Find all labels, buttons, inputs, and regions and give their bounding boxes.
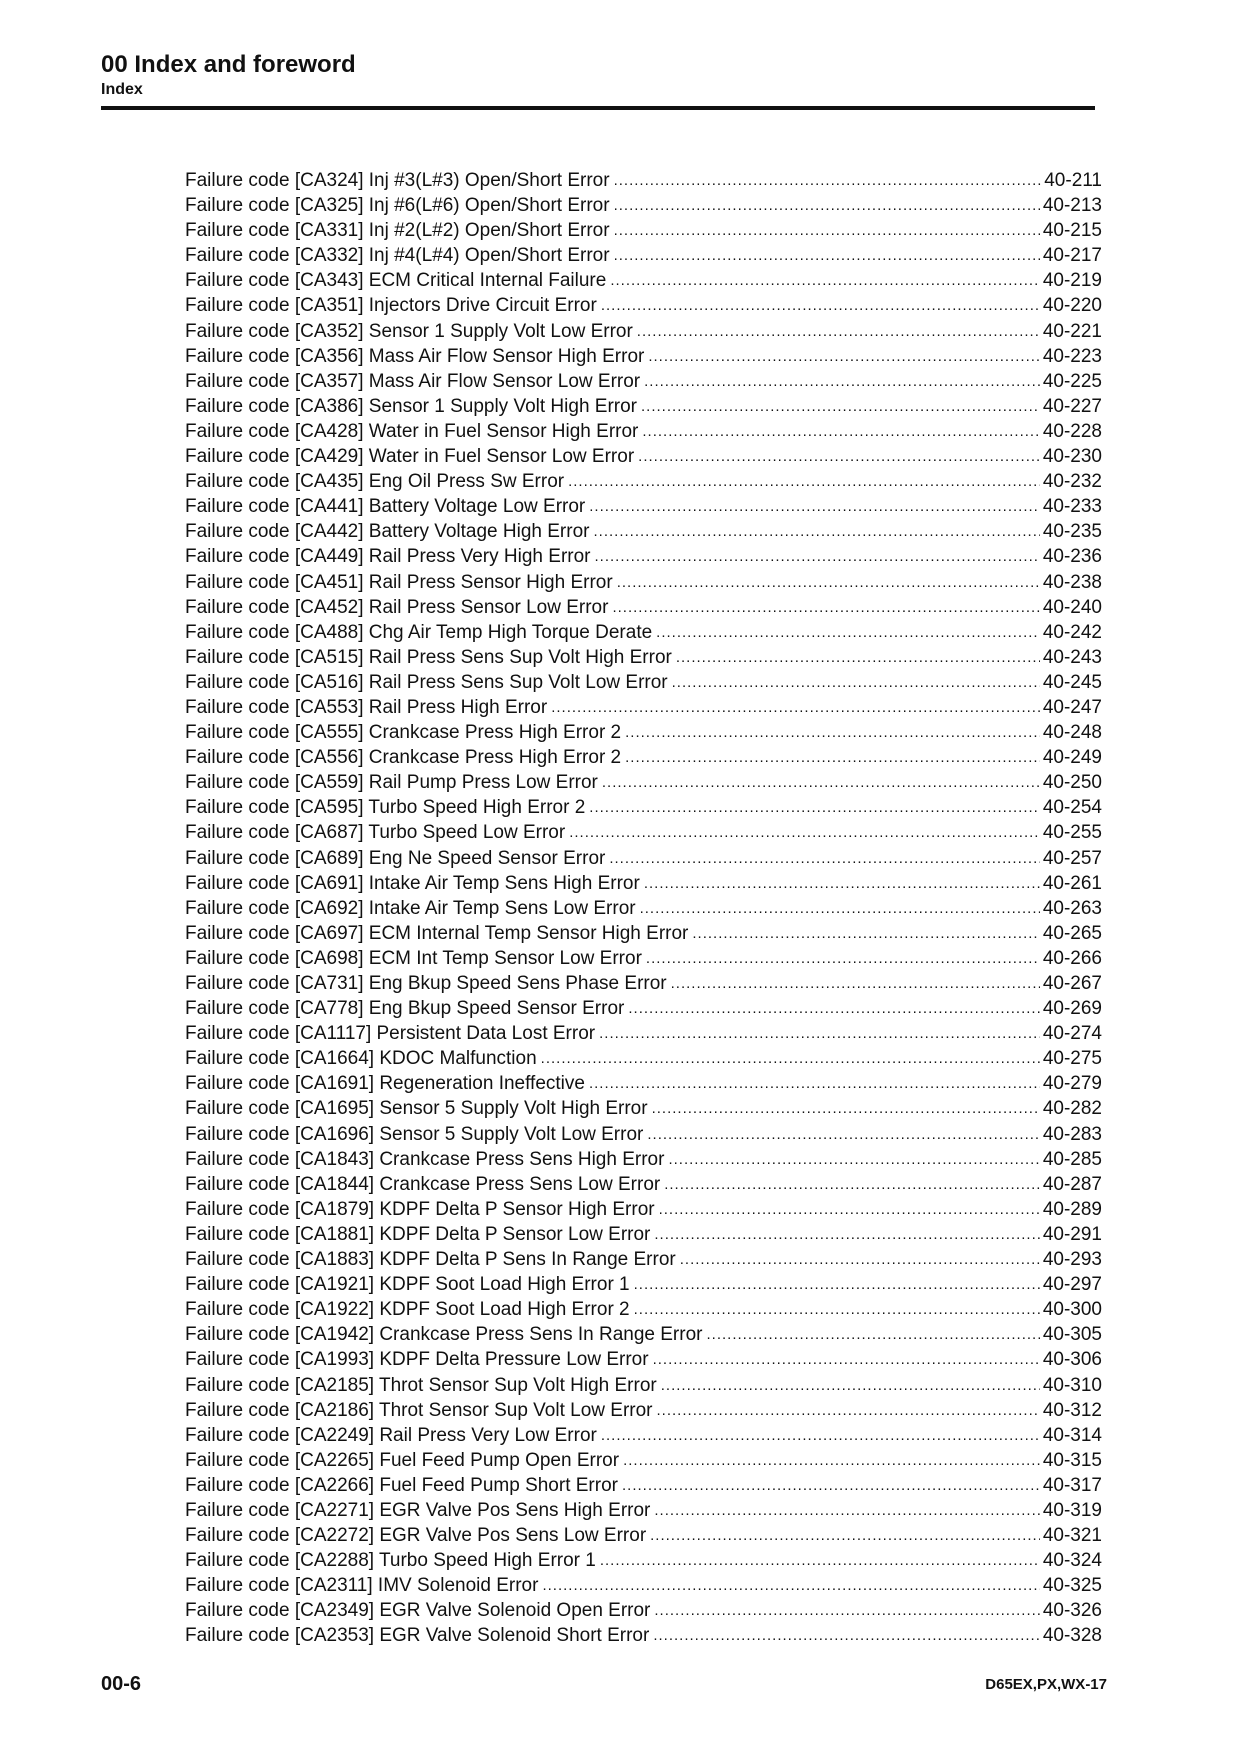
index-entry[interactable]	[185, 1573, 1102, 1598]
index-entry-label: Failure code [CA2353] EGR Valve Solenoid Short Error	[185, 1625, 650, 1647]
dot-leader	[644, 870, 1040, 896]
dot-leader	[609, 845, 1039, 871]
index-entry[interactable]	[185, 921, 1102, 946]
index-entry-page: 40-279	[1042, 1073, 1102, 1095]
index-entry-page: 40-230	[1042, 446, 1102, 468]
section-title: Index	[101, 81, 143, 98]
index-entry-page: 40-266	[1042, 947, 1102, 969]
dot-leader	[648, 343, 1039, 369]
dot-leader	[656, 619, 1040, 645]
index-entry[interactable]	[185, 946, 1102, 971]
dot-leader	[652, 1095, 1040, 1121]
index-entry-page: 40-245	[1042, 671, 1102, 693]
index-entry-page: 40-310	[1042, 1374, 1102, 1396]
index-entry[interactable]	[185, 971, 1102, 996]
index-entry[interactable]	[185, 595, 1102, 620]
index-entry-label: Failure code [CA1843] Crankcase Press Sens High Error	[185, 1148, 665, 1170]
dot-leader	[654, 1597, 1039, 1623]
index-entry-label: Failure code [CA1921] KDPF Soot Load High Error 1	[185, 1274, 630, 1296]
index-entry[interactable]	[185, 1021, 1102, 1046]
index-entry[interactable]	[185, 1272, 1102, 1297]
index-entry[interactable]	[185, 1247, 1102, 1272]
dot-leader	[634, 1271, 1040, 1297]
index-entry-page: 40-283	[1042, 1123, 1102, 1145]
dot-leader	[680, 1246, 1040, 1272]
dot-leader	[706, 1321, 1039, 1347]
index-entry-label: Failure code [CA559] Rail Pump Press Low Error	[185, 772, 598, 794]
index-entry-page: 40-274	[1042, 1023, 1102, 1045]
index-entry-label: Failure code [CA1695] Sensor 5 Supply Volt High Error	[185, 1098, 648, 1120]
index-entry[interactable]	[185, 544, 1102, 569]
index-entry[interactable]	[185, 344, 1102, 369]
index-entry-page: 40-255	[1042, 822, 1102, 844]
dot-leader	[657, 1397, 1040, 1423]
index-entry-page: 40-221	[1042, 320, 1102, 342]
index-entry-label: Failure code [CA1117] Persistent Data Lost Error	[185, 1023, 596, 1045]
index-entry-page: 40-247	[1042, 696, 1102, 718]
index-entry-label: Failure code [CA731] Eng Bkup Speed Sens Phase Error	[185, 973, 667, 994]
dot-leader	[661, 1372, 1040, 1398]
dot-leader	[653, 1622, 1040, 1648]
dot-leader	[589, 794, 1040, 820]
index-entry-label: Failure code [CA691] Intake Air Temp Sens High Error	[185, 872, 640, 894]
dot-leader	[589, 1070, 1040, 1096]
index-entry-page: 40-228	[1042, 420, 1102, 442]
dot-leader	[622, 1472, 1040, 1498]
index-entry-page: 40-267	[1042, 973, 1102, 994]
index-entry-label: Failure code [CA555] Crankcase Press High Error 2	[185, 722, 622, 744]
index-entry-label: Failure code [CA556] Crankcase Press High Error 2	[185, 747, 622, 769]
dot-leader	[671, 970, 1040, 996]
index-entry-label: Failure code [CA1881] KDPF Delta P Sensor Low Error	[185, 1223, 651, 1245]
index-entry-label: Failure code [CA357] Mass Air Flow Sensor Low Error	[185, 370, 641, 392]
dot-leader	[653, 1346, 1040, 1372]
dot-leader	[628, 995, 1039, 1021]
index-entry-label: Failure code [CA442] Battery Voltage High Error	[185, 521, 590, 543]
index-entry-page: 40-257	[1042, 847, 1102, 869]
index-entry-page: 40-254	[1042, 797, 1102, 819]
index-entry-label: Failure code [CA1942] Crankcase Press Sens In Range Error	[185, 1324, 703, 1346]
index-entry-label: Failure code [CA428] Water in Fuel Sensor High Error	[185, 420, 639, 442]
index-entry[interactable]	[185, 519, 1102, 544]
index-entry-label: Failure code [CA2288] Turbo Speed High Error 1	[185, 1550, 596, 1572]
index-entry[interactable]	[185, 444, 1102, 469]
index-entry-page: 40-265	[1042, 922, 1102, 944]
index-entry[interactable]	[185, 1347, 1102, 1372]
index-entry[interactable]	[185, 1071, 1102, 1096]
dot-leader	[589, 493, 1040, 519]
index-entry-page: 40-240	[1042, 596, 1102, 618]
index-entry-page: 40-220	[1042, 295, 1102, 317]
index-entry-label: Failure code [CA2271] EGR Valve Pos Sens High Error	[185, 1499, 651, 1521]
index-entry-page: 40-233	[1042, 496, 1102, 518]
dot-leader	[625, 744, 1040, 770]
model-name: D65EX,PX,WX-17	[985, 1676, 1107, 1693]
index-entry-label: Failure code [CA1691] Regeneration Ineffective	[185, 1073, 585, 1095]
index-entry-label: Failure code [CA356] Mass Air Flow Sensor High Error	[185, 345, 645, 367]
index-entry[interactable]	[185, 293, 1102, 318]
dot-leader	[593, 518, 1039, 544]
index-entry[interactable]	[185, 1147, 1102, 1172]
index-entry-page: 40-269	[1042, 998, 1102, 1020]
index-entry-page: 40-249	[1042, 747, 1102, 769]
index-entry[interactable]	[185, 1498, 1102, 1523]
index-entry-label: Failure code [CA1696] Sensor 5 Supply Volt Low Error	[185, 1123, 644, 1145]
index-entry[interactable]	[185, 871, 1102, 896]
dot-leader	[610, 267, 1039, 293]
index-entry-label: Failure code [CA595] Turbo Speed High Error 2	[185, 797, 586, 819]
dot-leader	[672, 669, 1040, 695]
index-entry-page: 40-219	[1042, 270, 1102, 292]
index-entry[interactable]	[185, 369, 1102, 394]
index-entry[interactable]	[185, 1548, 1102, 1573]
dot-leader	[602, 769, 1040, 795]
dot-leader	[600, 1547, 1040, 1573]
index-entry-page: 40-227	[1042, 395, 1102, 417]
index-entry-label: Failure code [CA2349] EGR Valve Solenoid Open Error	[185, 1600, 651, 1622]
index-entry[interactable]	[185, 770, 1102, 795]
index-entry-page: 40-291	[1042, 1223, 1102, 1245]
dot-leader	[614, 192, 1040, 218]
index-entry-label: Failure code [CA2266] Fuel Feed Pump Short Error	[185, 1474, 618, 1496]
index-entry-page: 40-324	[1042, 1550, 1102, 1572]
index-entry[interactable]	[185, 846, 1102, 871]
index-entry[interactable]	[185, 695, 1102, 720]
dot-leader	[601, 1422, 1040, 1448]
index-entry-label: Failure code [CA697] ECM Internal Temp Sensor High Error	[185, 922, 689, 944]
dot-leader	[634, 1296, 1040, 1322]
index-entry[interactable]	[185, 243, 1102, 268]
index-entry[interactable]	[185, 820, 1102, 845]
index-entry-label: Failure code [CA1883] KDPF Delta P Sens In Range Error	[185, 1249, 676, 1271]
index-entry[interactable]	[185, 1623, 1102, 1648]
dot-leader	[647, 1121, 1039, 1147]
index-entry[interactable]	[185, 996, 1102, 1021]
dot-leader	[638, 443, 1040, 469]
index-entry[interactable]	[185, 1448, 1102, 1473]
index-entry-page: 40-285	[1042, 1148, 1102, 1170]
index-entry-page: 40-317	[1042, 1474, 1102, 1496]
index-entry[interactable]	[185, 494, 1102, 519]
index-entry-page: 40-242	[1042, 621, 1102, 643]
index-entry[interactable]	[185, 670, 1102, 695]
index-entry-page: 40-248	[1042, 722, 1102, 744]
index-entry[interactable]	[185, 193, 1102, 218]
index-entry[interactable]	[185, 745, 1102, 770]
index-entry[interactable]	[185, 1398, 1102, 1423]
index-entry-label: Failure code [CA452] Rail Press Sensor Low Error	[185, 596, 609, 618]
index-entry-page: 40-305	[1042, 1324, 1102, 1346]
index-entry[interactable]	[185, 1322, 1102, 1347]
index-entry[interactable]	[185, 1046, 1102, 1071]
index-entry[interactable]	[185, 1373, 1102, 1398]
index-entry-page: 40-325	[1042, 1575, 1102, 1597]
index-entry-label: Failure code [CA441] Battery Voltage Low Error	[185, 496, 586, 518]
index-entry-label: Failure code [CA2186] Throt Sensor Sup Volt Low Error	[185, 1399, 653, 1421]
dot-leader	[625, 719, 1040, 745]
index-entry-label: Failure code [CA325] Inj #6(L#6) Open/Short Error	[185, 195, 610, 217]
chapter-title: 00 Index and foreword	[101, 51, 356, 78]
dot-leader	[551, 694, 1040, 720]
index-entry-label: Failure code [CA1664] KDOC Malfunction	[185, 1048, 537, 1070]
index-entry-page: 40-306	[1042, 1349, 1102, 1371]
dot-leader	[601, 292, 1040, 318]
index-entry-page: 40-223	[1042, 345, 1102, 367]
index-entry[interactable]	[185, 1598, 1102, 1623]
dot-leader	[644, 368, 1040, 394]
index-entry[interactable]	[185, 319, 1102, 344]
index-entry-page: 40-225	[1042, 370, 1102, 392]
index-entry-page: 40-250	[1042, 772, 1102, 794]
dot-leader	[569, 819, 1040, 845]
dot-leader	[612, 594, 1039, 620]
dot-leader	[650, 1522, 1040, 1548]
index-entry-label: Failure code [CA449] Rail Press Very High Error	[185, 546, 591, 568]
dot-leader	[637, 318, 1040, 344]
index-entry-page: 40-275	[1042, 1048, 1102, 1070]
index-entry-page: 40-261	[1042, 872, 1102, 894]
index-entry-label: Failure code [CA689] Eng Ne Speed Sensor Error	[185, 847, 606, 869]
index-entry-page: 40-236	[1042, 546, 1102, 568]
index-entry-label: Failure code [CA516] Rail Press Sens Sup Volt Low Error	[185, 671, 668, 693]
index-entry-page: 40-238	[1042, 571, 1102, 593]
index-entry[interactable]	[185, 620, 1102, 645]
index-entry-page: 40-297	[1042, 1274, 1102, 1296]
index-entry[interactable]	[185, 1122, 1102, 1147]
dot-leader	[599, 1020, 1040, 1046]
index-entry[interactable]	[185, 268, 1102, 293]
index-entry-label: Failure code [CA386] Sensor 1 Supply Volt High Error	[185, 395, 638, 417]
index-entry-page: 40-263	[1042, 897, 1102, 919]
index-entry[interactable]	[185, 1096, 1102, 1121]
index-entry-label: Failure code [CA332] Inj #4(L#4) Open/Short Error	[185, 245, 610, 267]
index-entry[interactable]	[185, 1523, 1102, 1548]
index-entry-label: Failure code [CA352] Sensor 1 Supply Volt Low Error	[185, 320, 633, 342]
dot-leader	[640, 895, 1040, 921]
index-entry-label: Failure code [CA2311] IMV Solenoid Error	[185, 1575, 539, 1597]
index-entry-label: Failure code [CA343] ECM Critical Internal Failure	[185, 270, 607, 292]
index-entry-page: 40-232	[1042, 471, 1102, 493]
index-entry-page: 40-300	[1042, 1299, 1102, 1321]
index-entry-label: Failure code [CA429] Water in Fuel Sensor Low Error	[185, 446, 635, 468]
index-entry-page: 40-243	[1042, 646, 1102, 668]
index-entry-label: Failure code [CA331] Inj #2(L#2) Open/Short Error	[185, 220, 610, 242]
index-entry-label: Failure code [CA435] Eng Oil Press Sw Error	[185, 471, 565, 493]
index-entry[interactable]	[185, 469, 1102, 494]
index-entry-page: 40-312	[1042, 1399, 1102, 1421]
dot-leader	[541, 1045, 1040, 1071]
index-entry-page: 40-213	[1042, 195, 1102, 217]
index-entry[interactable]	[185, 795, 1102, 820]
index-entry-page: 40-293	[1042, 1249, 1102, 1271]
index-entry[interactable]	[185, 720, 1102, 745]
index-entry-label: Failure code [CA698] ECM Int Temp Sensor Low Error	[185, 947, 642, 969]
index-entry-page: 40-235	[1042, 521, 1102, 543]
dot-leader	[646, 945, 1040, 971]
dot-leader	[568, 468, 1040, 494]
dot-leader	[664, 1171, 1040, 1197]
dot-leader	[659, 1196, 1040, 1222]
index-entry[interactable]	[185, 1423, 1102, 1448]
index-entry-page: 40-217	[1042, 245, 1102, 267]
index-entry-page: 40-328	[1042, 1625, 1102, 1647]
index-entry-label: Failure code [CA687] Turbo Speed Low Error	[185, 822, 566, 844]
dot-leader	[641, 393, 1040, 419]
index-list	[185, 168, 1102, 1649]
index-entry-label: Failure code [CA1922] KDPF Soot Load High Error 2	[185, 1299, 630, 1321]
index-entry-page: 40-314	[1042, 1424, 1102, 1446]
dot-leader	[654, 1497, 1039, 1523]
header-rule	[101, 106, 1095, 110]
index-entry-label: Failure code [CA2272] EGR Valve Pos Sens Low Error	[185, 1525, 647, 1547]
dot-leader	[614, 167, 1042, 193]
index-entry-page: 40-315	[1042, 1449, 1102, 1471]
index-entry[interactable]	[185, 1222, 1102, 1247]
index-entry-label: Failure code [CA451] Rail Press Sensor High Error	[185, 571, 613, 593]
index-entry[interactable]	[185, 896, 1102, 921]
dot-leader	[614, 242, 1040, 268]
index-entry[interactable]	[185, 1172, 1102, 1197]
index-entry-page: 40-321	[1042, 1525, 1102, 1547]
index-entry-label: Failure code [CA2249] Rail Press Very Low Error	[185, 1424, 597, 1446]
index-entry[interactable]	[185, 168, 1102, 193]
index-entry-page: 40-326	[1042, 1600, 1102, 1622]
dot-leader	[614, 217, 1040, 243]
dot-leader	[542, 1572, 1039, 1598]
index-entry-label: Failure code [CA2265] Fuel Feed Pump Open Error	[185, 1449, 620, 1471]
index-entry-label: Failure code [CA553] Rail Press High Error	[185, 696, 548, 718]
index-entry-label: Failure code [CA1844] Crankcase Press Sens Low Error	[185, 1173, 661, 1195]
dot-leader	[595, 543, 1040, 569]
dot-leader	[676, 644, 1040, 670]
dot-leader	[617, 569, 1040, 595]
index-entry-page: 40-289	[1042, 1198, 1102, 1220]
index-entry[interactable]	[185, 419, 1102, 444]
dot-leader	[654, 1221, 1039, 1247]
index-entry-label: Failure code [CA1993] KDPF Delta Pressure Low Error	[185, 1349, 649, 1371]
dot-leader	[623, 1447, 1040, 1473]
index-entry[interactable]	[185, 645, 1102, 670]
index-entry[interactable]	[185, 570, 1102, 595]
index-entry[interactable]	[185, 1297, 1102, 1322]
index-entry-label: Failure code [CA351] Injectors Drive Circuit Error	[185, 295, 597, 317]
dot-leader	[668, 1146, 1039, 1172]
index-entry[interactable]	[185, 1473, 1102, 1498]
page-number: 00-6	[101, 1673, 142, 1695]
dot-leader	[642, 418, 1039, 444]
index-entry-page: 40-215	[1042, 220, 1102, 242]
index-entry-page: 40-319	[1042, 1499, 1102, 1521]
index-entry-label: Failure code [CA324] Inj #3(L#3) Open/Short Error	[185, 170, 610, 191]
index-entry-label: Failure code [CA692] Intake Air Temp Sens Low Error	[185, 897, 636, 919]
index-entry-page: 40-287	[1042, 1173, 1102, 1195]
index-entry[interactable]	[185, 1197, 1102, 1222]
dot-leader	[692, 920, 1039, 946]
index-entry-page: 40-211	[1044, 170, 1102, 191]
page-header	[101, 50, 1095, 100]
index-entry-label: Failure code [CA778] Eng Bkup Speed Sensor Error	[185, 998, 625, 1020]
index-entry[interactable]	[185, 218, 1102, 243]
index-entry[interactable]	[185, 394, 1102, 419]
index-entry-label: Failure code [CA1879] KDPF Delta P Sensor High Error	[185, 1198, 655, 1220]
index-entry-page: 40-282	[1042, 1098, 1102, 1120]
index-entry-label: Failure code [CA515] Rail Press Sens Sup Volt High Error	[185, 646, 672, 668]
index-entry-label: Failure code [CA2185] Throt Sensor Sup Volt High Error	[185, 1374, 657, 1396]
index-entry-label: Failure code [CA488] Chg Air Temp High Torque Derate	[185, 621, 653, 643]
